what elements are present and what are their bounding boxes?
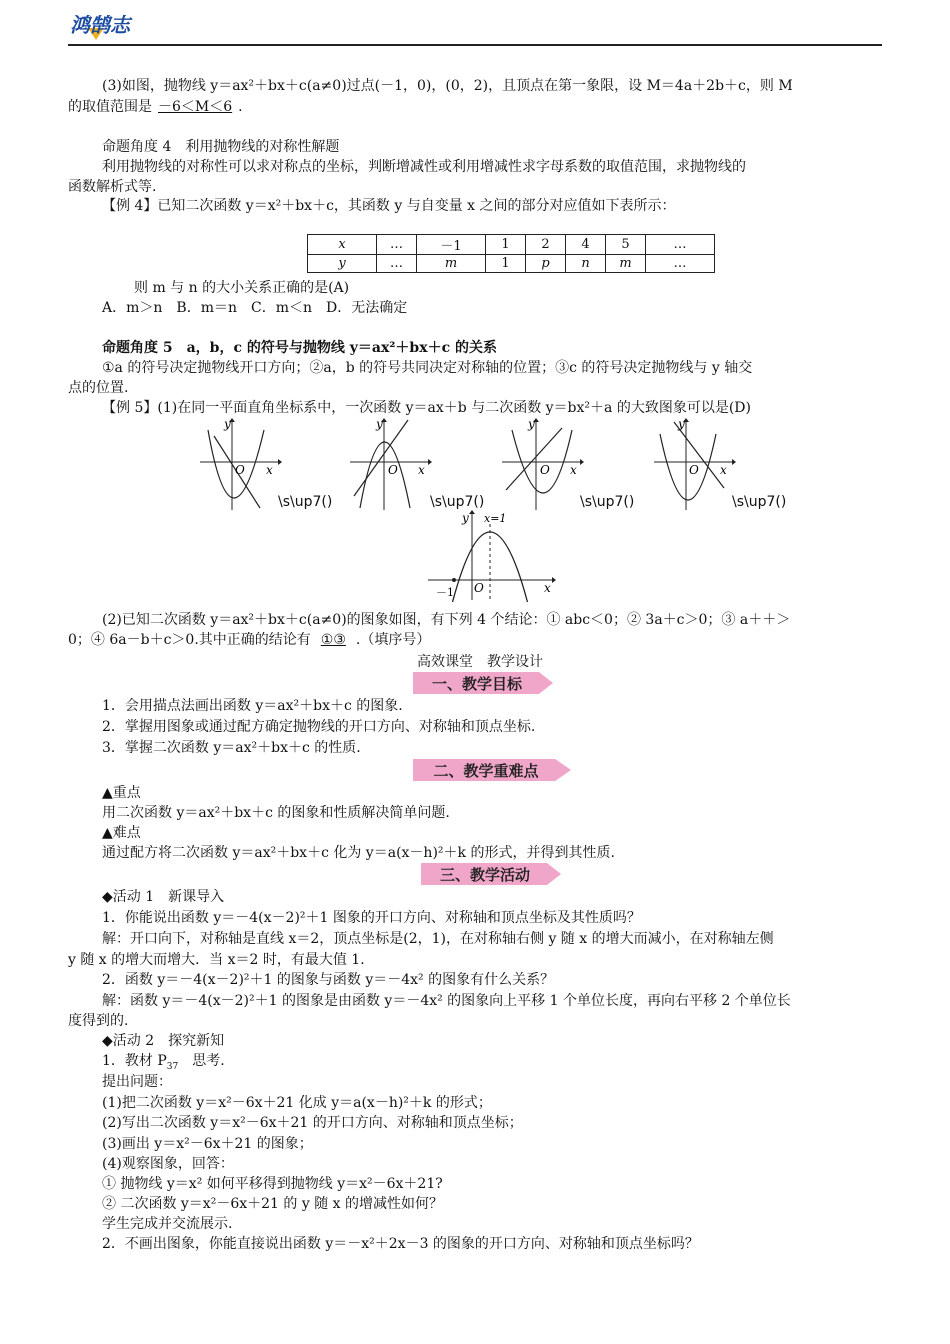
option-graph-b [348, 416, 432, 512]
graph-label-y: y [678, 417, 685, 431]
graph-label-y: y [462, 511, 469, 525]
option-code-c: \s\up7() [580, 494, 635, 510]
graph-label-o: O [689, 463, 699, 477]
table-cell: 4 [566, 235, 606, 255]
table-cell: … [377, 235, 417, 255]
graph-label-o: O [540, 463, 550, 477]
example4-options: A．m＞n B．m＝n C．m＜n D．无法确定 [102, 300, 408, 316]
activity2-line: (1)把二次函数 y＝x²－6x＋21 化成 y＝a(x－h)²＋k 的形式； [102, 1095, 492, 1111]
table-row-y [308, 255, 715, 273]
activity2-title: ◆活动 2 探究新知 [102, 1033, 225, 1049]
activity2-line: 学生完成并交流展示. [102, 1216, 233, 1232]
parabola-graph [426, 508, 558, 602]
example5-part2-line2: 0；④ 6a－b＋c＞0.其中正确的结论有 ①③ .（填序号） [68, 632, 431, 648]
table-cell: 1 [486, 255, 526, 273]
table-cell: … [377, 255, 417, 273]
angle4-desc2: 函数解析式等. [68, 179, 157, 195]
option-graph-c [500, 416, 584, 512]
graph-label-y: y [224, 417, 231, 431]
graph-label-x: x [266, 463, 273, 477]
activity2-line: (2)写出二次函数 y＝x²－6x＋21 的开口方向、对称轴和顶点坐标； [102, 1115, 523, 1131]
logo-mark-icon [68, 10, 144, 42]
goal-item-3: 3．掌握二次函数 y＝ax²＋bx＋c 的性质. [102, 740, 361, 756]
graph-label-y: y [528, 417, 535, 431]
example4: 【例 4】已知二次函数 y＝x²＋bx＋c，其函数 y 与自变量 x 之间的部分对应值如下表所示： [102, 198, 676, 214]
example5: 【例 5】(1)在同一平面直角坐标系中，一次函数 y＝ax＋b 与二次函数 y＝bx²＋a 的大致图象可以是(D) [102, 400, 751, 416]
value-table [307, 234, 715, 273]
table-cell: 1 [486, 235, 526, 255]
option-code-b: \s\up7() [430, 494, 485, 510]
table-cell: m [606, 255, 646, 273]
example4-question: 则 m 与 n 的大小关系正确的是(A) [134, 280, 350, 296]
table-cell: 2 [526, 235, 566, 255]
section-title: 高效课堂 教学设计 [417, 654, 543, 670]
angle5-title: 命题角度 5 a，b，c 的符号与抛物线 y＝ax²＋bx＋c 的关系 [102, 340, 497, 356]
graph-label-axis: x=1 [484, 512, 507, 525]
angle5-desc2: 点的位置. [68, 380, 129, 396]
activity1-a1-line2: y 随 x 的增大而增大．当 x＝2 时，有最大值 1. [68, 952, 365, 968]
graph-label-o: O [388, 463, 398, 477]
table-cell: … [646, 255, 715, 273]
activity2-line: ① 抛物线 y＝x² 如何平移得到抛物线 y＝x²－6x＋21? [102, 1176, 443, 1192]
activity1-q2: 2．函数 y＝－4(x－2)²＋1 的图象与函数 y＝－4x² 的图象有什么关系？ [102, 972, 555, 988]
activity1-a2-line1: 解：函数 y＝－4(x－2)²＋1 的图象是由函数 y＝－4x² 的图象向上平移 1 个单位长度，再向右平移 2 个单位长 [102, 993, 791, 1009]
angle5-desc1: ①a 的符号决定抛物线开口方向；②a，b 的符号共同决定对称轴的位置；③c 的符号决定抛物线与 y 轴交 [102, 360, 753, 376]
key-text: 用二次函数 y＝ax²＋bx＋c 的图象和性质解决简单问题. [102, 805, 450, 821]
graph-label-y: y [376, 417, 383, 431]
part2-answer: ①③ [320, 632, 346, 648]
activity2-line: ② 二次函数 y＝x²－6x＋21 的 y 随 x 的增减性如何？ [102, 1196, 443, 1212]
graph-label-x: x [570, 463, 577, 477]
graph-label-x: x [418, 463, 425, 477]
angle4-desc1: 利用抛物线的对称性可以求对称点的坐标，判断增减性或利用增减性求字母系数的取值范围，求抛物线的 [102, 159, 746, 175]
option-graph-a [198, 416, 282, 512]
table-cell: p [526, 255, 566, 273]
key-label: ▲重点 [102, 785, 141, 801]
goal-item-1: 1．会用描点法画出函数 y＝ax²＋bx＋c 的图象. [102, 698, 403, 714]
table-cell: －1 [417, 235, 486, 255]
activity2-item1: 1．教材 $P_{37}$ 思考. [102, 1053, 225, 1072]
activity1-a2-line2: 度得到的. [68, 1013, 129, 1029]
difficulty-text: 通过配方将二次函数 y＝ax²＋bx＋c 化为 y＝a(x－h)²＋k 的形式，并得到其性质. [102, 845, 615, 861]
activity2-line: 2．不画出图象，你能直接说出函数 y＝－x²＋2x－3 的图象的开口方向、对称轴和顶点坐标吗？ [102, 1236, 699, 1252]
activity2-line: (3)画出 y＝x²－6x＋21 的图象； [102, 1136, 313, 1152]
table-cell: x [308, 235, 377, 255]
table-cell: n [566, 255, 606, 273]
table-row-x [308, 235, 715, 255]
table-cell: … [646, 235, 715, 255]
graph-label-x: x [544, 581, 551, 595]
activity2-line: 提出问题： [102, 1074, 172, 1090]
goal-item-2: 2．掌握用图象或通过配方确定抛物线的开口方向、对称轴和顶点坐标. [102, 719, 536, 735]
q3-answer: －6＜M＜6 [158, 99, 233, 115]
graph-label-x: x [720, 463, 727, 477]
table-cell: y [308, 255, 377, 273]
q3-line2: 的取值范围是 －6＜M＜6 . [68, 99, 243, 115]
graph-label-o: O [235, 463, 245, 477]
graph-label-neg-one: －1 [436, 586, 454, 599]
graph-label-o: O [474, 581, 484, 595]
option-code-d: \s\up7() [732, 494, 787, 510]
difficulty-label: ▲难点 [102, 825, 141, 841]
example5-part2-line1: (2)已知二次函数 y＝ax²＋bx＋c(a≠0)的图象如图，有下列 4 个结论：① abc＜0；② 3a＋c＞0；③ a＋＋＞ [102, 612, 791, 628]
option-code-a: \s\up7() [278, 494, 333, 510]
activity1-a1-line1: 解：开口向下，对称轴是直线 x＝2，顶点坐标是(2，1)，在对称轴右侧 y 随 x 的增大而减小，在对称轴左侧 [102, 931, 774, 947]
table-cell: 5 [606, 235, 646, 255]
angle4-title: 命题角度 4 利用抛物线的对称性解题 [102, 139, 340, 155]
header-rule [68, 44, 882, 46]
activity1-q1: 1．你能说出函数 y＝－4(x－2)²＋1 图象的开口方向、对称轴和顶点坐标及其性质吗？ [102, 910, 641, 926]
activity1-title: ◆活动 1 新课导入 [102, 889, 225, 905]
q3-line1: (3)如图，抛物线 y＝ax²＋bx＋c(a≠0)过点(－1，0)，(0，2)，且顶点在第一象限，设 M＝4a＋2b＋c，则 M [102, 78, 793, 94]
table-cell: m [417, 255, 486, 273]
option-graph-d [652, 416, 736, 512]
logo-text: 鸿鹄志 [70, 13, 130, 37]
activity2-line: (4)观察图象，回答： [102, 1156, 234, 1172]
logo [68, 10, 144, 42]
